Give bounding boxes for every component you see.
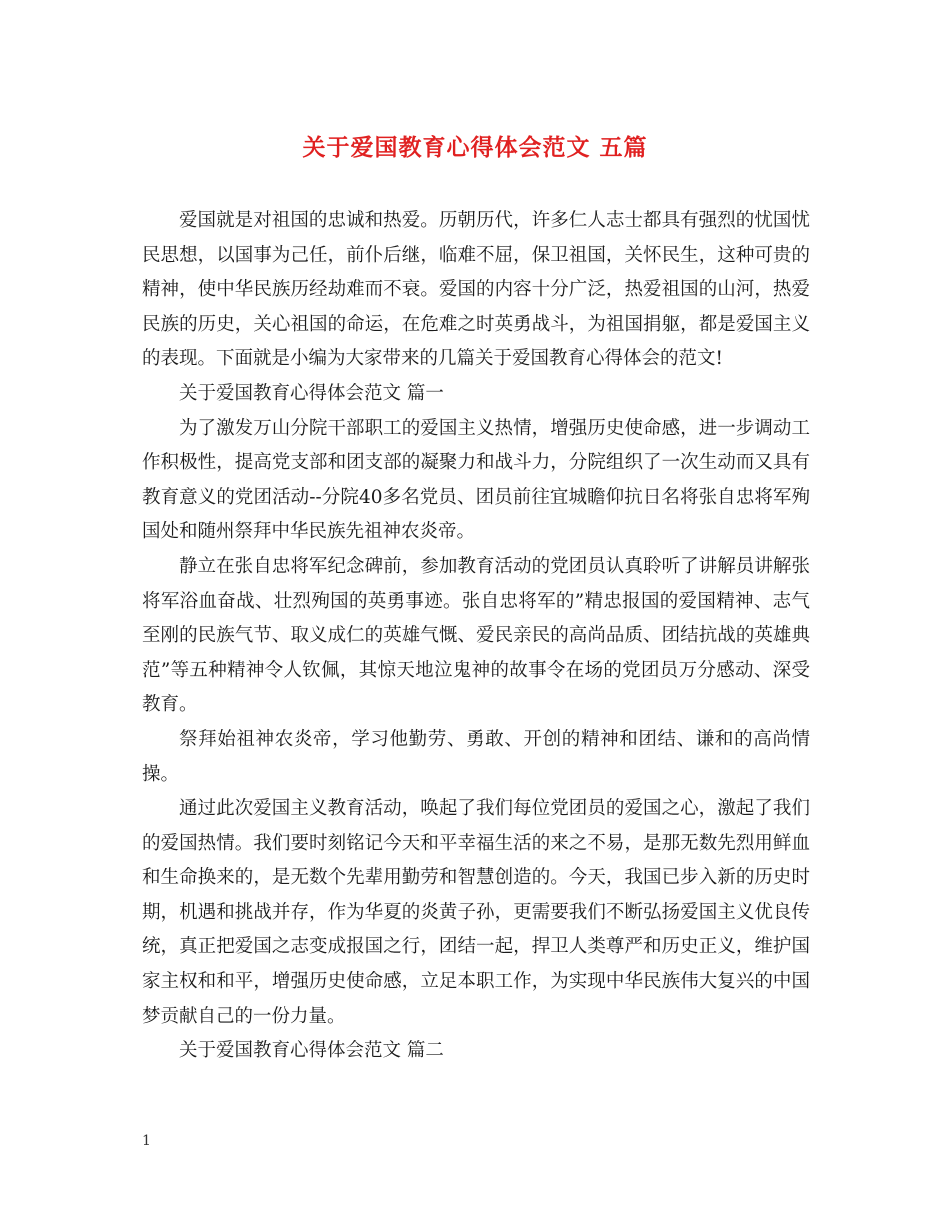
body-paragraph: 通过此次爱国主义教育活动，唤起了我们每位党团员的爱国之心，激起了我们的爱国热情。我们要时刻铭记今天和平幸福生活的来之不易，是那无数先烈用鲜血和生命换来的，是无数个先辈用勤劳和智慧创造的。今天，我国已步入新的历史时期，机遇和挑战并存，作为华夏的炎黄子孙，更需要我们不断弘扬爱国主义优良传统，真正把爱国之志变成报国之行，团结一起，捍卫人类尊严和历史正义，维护国家主权和和平，增强历史使命感，立足本职工作，为实现中华民族伟大复兴的中国梦贡献自己的一份力量。 [142, 798, 810, 1027]
body-paragraph: 静立在张自忠将军纪念碑前，参加教育活动的党团员认真聆听了讲解员讲解张将军浴血奋战、壮烈殉国的英勇事迹。张自忠将军的”精忠报国的爱国精神、志气至刚的民族气节、取义成仁的英雄气慨、爱民亲民的高尚品质、团结抗战的英雄典范”等五种精神令人钦佩，其惊天地泣鬼神的故事令在场的党团员万分感动、深受教育。 [142, 555, 810, 716]
body-paragraph: 为了激发万山分院干部职工的爱国主义热情，增强历史使命感，进一步调动工作积极性，提高党支部和团支部的凝聚力和战斗力，分院组织了一次生动而又具有教育意义的党团活动--分院40多名党员、团员前往宜城瞻仰抗日名将张自忠将军殉国处和随州祭拜中华民族先祖神农炎帝。 [142, 417, 810, 543]
section-heading-1: 关于爱国教育心得体会范文 篇一 [179, 382, 444, 404]
intro-paragraph: 爱国就是对祖国的忠诚和热爱。历朝历代，许多仁人志士都具有强烈的忧国忧民思想，以国事为己任，前仆后继，临难不屈，保卫祖国，关怀民生，这种可贵的精神，使中华民族历经劫难而不衰。爱国的内容十分广泛，热爱祖国的山河，热爱民族的历史，关心祖国的命运，在危难之时英勇战斗，为祖国捐躯，都是爱国主义的表现。下面就是小编为大家带来的几篇关于爱国教育心得体会的范文! [142, 210, 810, 370]
document-title: 关于爱国教育心得体会范文 五篇 [302, 134, 648, 161]
section-heading-2: 关于爱国教育心得体会范文 篇二 [179, 1040, 444, 1062]
body-paragraph: 祭拜始祖神农炎帝，学习他勤劳、勇敢、开创的精神和团结、谦和的高尚情操。 [142, 728, 810, 785]
page-number: 1 [142, 1133, 151, 1149]
document-body [142, 204, 810, 1069]
